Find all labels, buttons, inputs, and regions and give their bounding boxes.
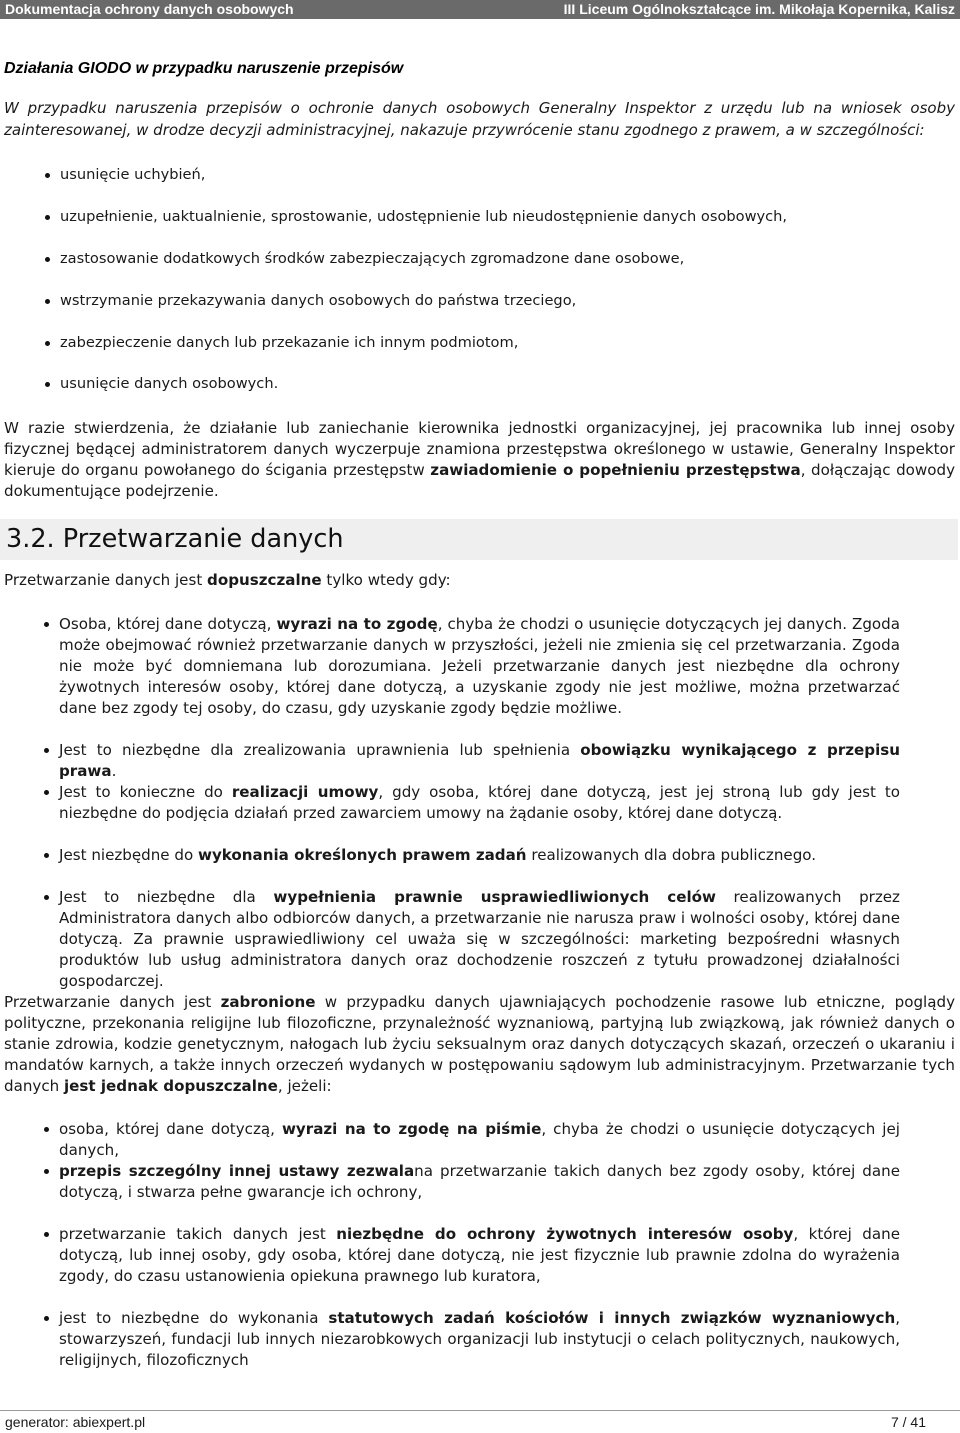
text-run: Przetwarzanie danych jest (4, 993, 221, 1011)
footer-divider (0, 1410, 960, 1411)
text-run: na przetwarzanie takich danych bez zgody osoby, której dane dotyczą, i stwarza pełne gwarancje ich ochrony, (59, 1162, 900, 1201)
text-run: Osoba, której dane dotyczą, (59, 615, 277, 633)
list-item (4, 887, 900, 992)
text-run: realizowanych przez Administratora danych albo odbiorców danych, a przetwarzanie nie narusza praw i wolności osoby, której dane dotyczą. Za prawnie usprawiedliwiony cel uważa się w szczególności: marketing bezpośredni własnych produktów lub usług administratora danych oraz dochodzenie roszczeń z tytułu prowadzonej działalności gospodarczej. (59, 888, 900, 990)
text-run: , której dane dotyczą, lub innej osoby, gdy osoba, której dane dotyczą, nie jest fizycznie lub prawnie zdolna do wyrażenia zgody, do czasu ustanowienia opiekuna prawnego lub kuratora, (59, 1225, 900, 1285)
list-item (4, 1308, 900, 1371)
text-run: , chyba że chodzi o usunięcie dotyczących jej danych. Zgoda może obejmować również przetwarzanie danych w przyszłości, jeżeli nie zmienia się cel przetwarzania. Zgoda nie może być domniemana lub dorozumiana. Jeżeli przetwarzanie danych jest niezbędne dla ochrony żywotnych interesów osoby, której dane dotyczą, a uzyskanie zgody nie jest możliwe, można przetwarzać dane bez zgody tej osoby, do czasu, gdy uzyskanie zgody będzie możliwe. (59, 615, 900, 717)
text-run: Jest to konieczne do (59, 783, 232, 801)
school-name: III Liceum Ogólnokształcące im. Mikołaja Kopernika, Kalisz (563, 1, 955, 17)
list-item: zastosowanie dodatkowych środków zabezpieczających zgromadzone dane osobowe, (4, 249, 684, 269)
list-item (4, 614, 900, 719)
list-item (4, 845, 900, 866)
giodo-notification-paragraph (4, 418, 955, 502)
text-run: tylko wtedy gdy: (321, 571, 451, 589)
text-run: , gdy osoba, której dane dotyczą, jest jej stroną lub gdy jest to niezbędne do podjęcia działań przed zawarciem umowy na żądanie osoby, której dane dotyczą. (59, 783, 900, 822)
list-item: usunięcie uchybień, (4, 165, 205, 185)
section-heading: 3.2. Przetwarzanie danych (6, 524, 344, 554)
page-number: 7 / 41 (890, 1414, 926, 1430)
bold-run: dopuszczalne (207, 571, 322, 589)
text-run: Jest to niezbędne dla zrealizowania uprawnienia lub spełnienia (59, 741, 581, 759)
bold-run: zabronione (220, 993, 316, 1011)
bold-run: wyrazi na to zgodę (276, 615, 438, 633)
text-run: Jest niezbędne do (59, 846, 198, 864)
page-header (0, 0, 960, 19)
list-item (4, 1161, 900, 1203)
text-run: , stowarzyszeń, fundacji lub innych niezarobkowych organizacji lub instytucji o celach politycznych, naukowych, religijnych, filozoficznych (59, 1309, 901, 1369)
list-item (4, 740, 900, 782)
forbidden-paragraph (4, 992, 955, 1097)
list-item (4, 1224, 900, 1287)
list-item (4, 1119, 900, 1161)
text-run: realizowanych dla dobra publicznego. (526, 846, 817, 864)
text-run: , dołączając dowody dokumentujące podejrzenie. (4, 461, 955, 500)
giodo-intro: W przypadku naruszenia przepisów o ochronie danych osobowych Generalny Inspektor z urzędu lub na wniosek osoby zainteresowanej, w drodze decyzji administracyjnej, nakazuje przywrócenie stanu zgodnego z prawem, a w szczególności: (4, 99, 955, 139)
bold-run: wykonania określonych prawem zadań (198, 846, 527, 864)
bold-run: jest jednak dopuszczalne (64, 1077, 278, 1095)
text-run: jest to niezbędne do wykonania (59, 1309, 329, 1327)
text-run: . (111, 762, 117, 780)
bold-run: zawiadomienie o popełnieniu przestępstwa (430, 461, 801, 479)
page-footer (0, 1410, 960, 1433)
generator-label: generator: abiexpert.pl (5, 1414, 146, 1430)
bold-run: obowiązku wynikającego z przepisu prawa (59, 741, 900, 780)
bold-run: wyrazi na to zgodę na piśmie (281, 1120, 542, 1138)
bold-run: wypełnienia prawnie usprawiedliwionych celów (273, 888, 716, 906)
text-run: , jeżeli: (277, 1077, 332, 1095)
text-run: Przetwarzanie danych jest (4, 571, 208, 589)
bold-run: przepis szczególny innej ustawy zezwala (59, 1162, 415, 1180)
text-run: w przypadku danych ujawniających pochodzenie rasowe lub etniczne, poglądy polityczne, przekonania religijne lub filozoficzne, przynależność wyznaniową, partyjną lub związkową, jak również danych o stanie zdrowia, kodzie genetycznym, nałogach lub życiu seksualnym oraz danych dotyczących skazań, orzeczeń o ukaraniu i mandatów karnych, a także innych orzeczeń wydanych w postępowaniu sądowym lub administracyjnym. Przetwarzanie tych danych (4, 993, 956, 1095)
document-title: Dokumentacja ochrony danych osobowych (5, 1, 294, 17)
giodo-heading: Działania GIODO w przypadku naruszenie przepisów (4, 60, 404, 77)
list-item: usunięcie danych osobowych. (4, 374, 278, 394)
list-item: uzupełnienie, uaktualnienie, sprostowanie, udostępnienie lub nieudostępnienie danych osobowych, (4, 207, 787, 227)
text-run: osoba, której dane dotyczą, (59, 1120, 282, 1138)
text-run: W razie stwierdzenia, że działanie lub zaniechanie kierownika jednostki organizacyjnej, jej pracownika lub innej osoby fizycznej będącej administratorem danych wyczerpuje znamiona przestępstwa określonego w ustawie, Generalny Inspektor kieruje do organu powołanego do ścigania przestępstw (4, 419, 955, 479)
bold-run: realizacji umowy (231, 783, 379, 801)
text-run: przetwarzanie takich danych jest (59, 1225, 337, 1243)
list-item: zabezpieczenie danych lub przekazanie ich innym podmiotom, (4, 333, 518, 353)
list-item: wstrzymanie przekazywania danych osobowych do państwa trzeciego, (4, 291, 576, 311)
text-run: , chyba że chodzi o usunięcie dotyczących jej danych, (59, 1120, 900, 1159)
bold-run: statutowych zadań kościołów i innych związków wyznaniowych (328, 1309, 896, 1327)
text-run: Jest to niezbędne dla (59, 888, 274, 906)
list-item (4, 782, 900, 824)
bold-run: niezbędne do ochrony żywotnych interesów osoby (336, 1225, 794, 1243)
processing-intro (4, 570, 955, 591)
